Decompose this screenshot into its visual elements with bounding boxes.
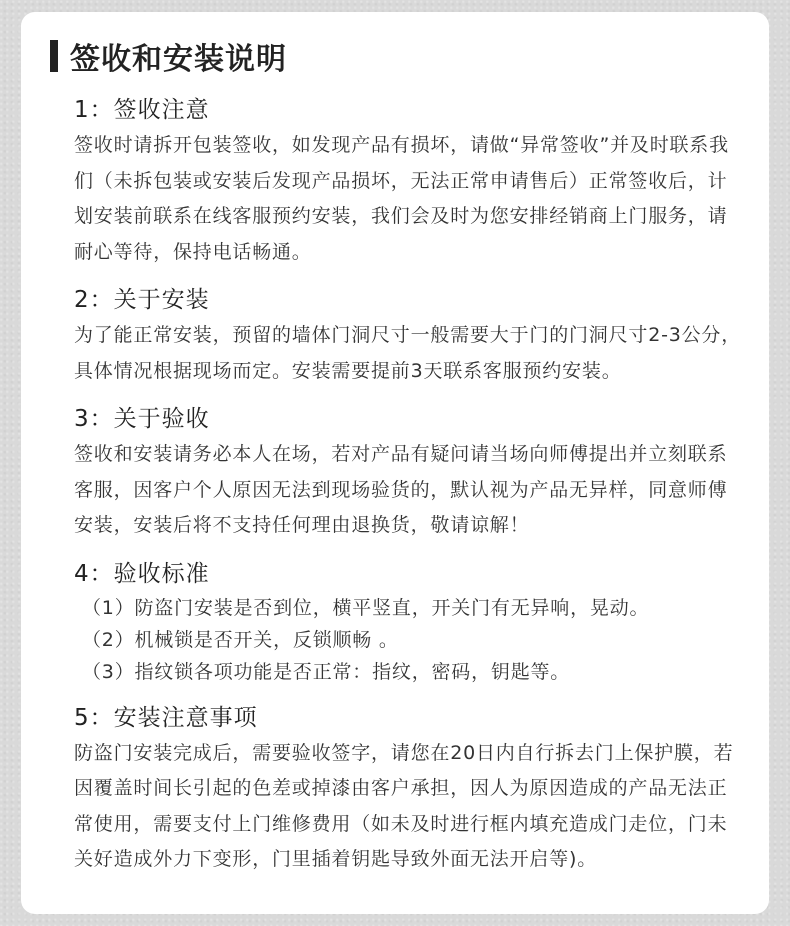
content [74, 92, 744, 890]
section-heading: 3：关于验收 [74, 406, 210, 432]
section-heading: 4：验收标准 [74, 560, 210, 587]
section-text: 为了能正常安装，预留的墙体门洞尺寸一般需要大于门的门洞尺寸2-3公分，具体情况根据现场而定。安装需要提前3天联系客服预约安装。 [74, 324, 742, 382]
section-sign-receipt [74, 92, 744, 270]
section-acceptance-standard [74, 556, 744, 688]
section-install-notes [74, 700, 744, 878]
list-item: （2）机械锁是否开关，反锁顺畅 。 [82, 628, 399, 651]
list-item: （3）指纹锁各项功能是否正常：指纹，密码，钥匙等。 [82, 660, 571, 683]
section-text: 签收和安装请务必本人在场，若对产品有疑问请当场向师傅提出并立刻联系客服，因客户个人原因无法到现场验货的，默认视为产品无异样，同意师傅安装，安装后将不支持任何理由退换货，敬请谅解！ [74, 443, 728, 536]
section-text: 防盗门安装完成后，需要验收签字，请您在20日内自行拆去门上保护膜，若因覆盖时间长引起的色差或掉漆由客户承担，因人为原因造成的产品无法正常使用，需要支付上门维修费用（如未及时进行框内填充造成门走位，门未关好造成外力下变形，门里插着钥匙导致外面无法开启等)。 [74, 741, 734, 870]
page-title [50, 36, 287, 76]
page-title-text: 签收和安装说明 [70, 42, 287, 77]
list-item: （1）防盗门安装是否到位，横平竖直，开关门有无异响，晃动。 [82, 596, 650, 619]
section-text: 签收时请拆开包装签收，如发现产品有损坏，请做“异常签收”并及时联系我们（未拆包装或安装后发现产品损坏，无法正常申请售后）正常签收后，计划安装前联系在线客服预约安装，我们会及时为您安排经销商上门服务，请耐心等待，保持电话畅通。 [74, 134, 729, 263]
section-heading: 2：关于安装 [74, 287, 210, 313]
section-heading: 1：签收注意 [74, 97, 210, 123]
section-heading: 5：安装注意事项 [74, 704, 258, 731]
section-acceptance [74, 401, 744, 544]
instruction-card [21, 12, 769, 914]
section-installation [74, 282, 744, 389]
title-accent-bar [50, 40, 58, 72]
